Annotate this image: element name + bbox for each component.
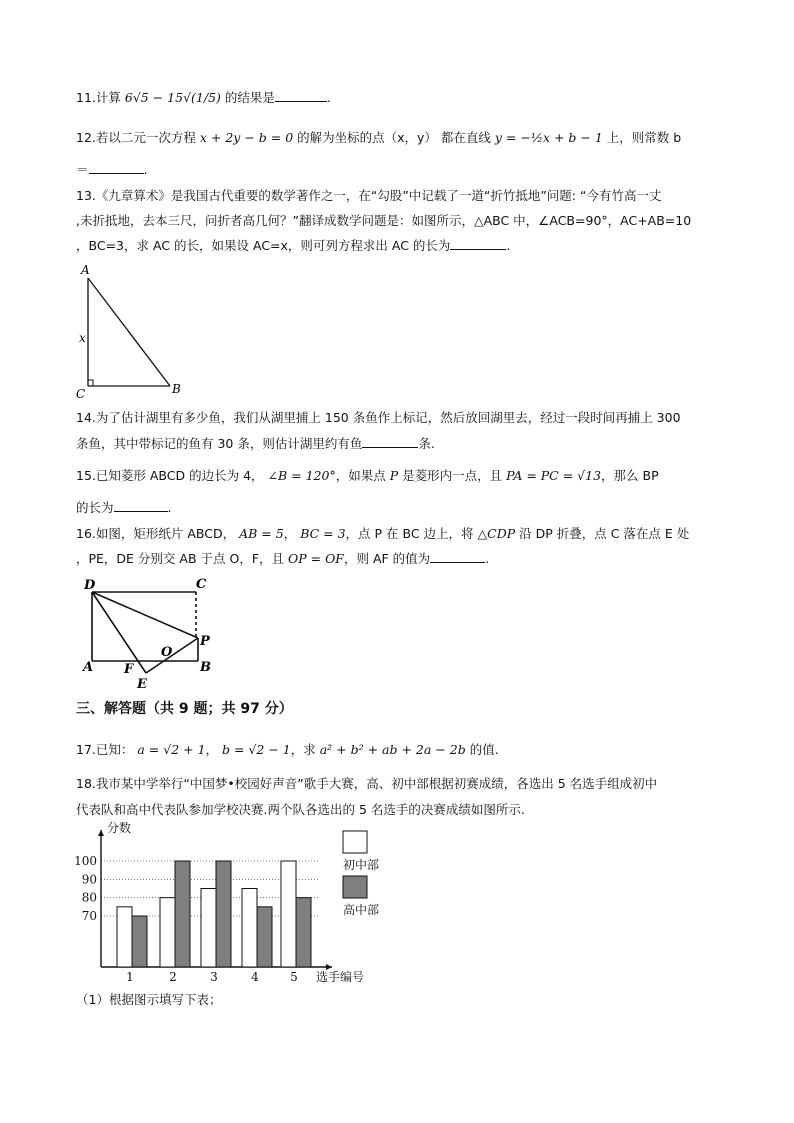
question-text: 我市某中学举行“中国梦•校园好声音”歌手大赛，高、初中部根据初赛成绩，各选出 5 名选手组成初中 (95, 776, 658, 791)
x-tick-label: 2 (169, 970, 177, 984)
question-text: 《九章算术》是我国古代重要的数学著作之一，在“勾股”中记载了一道“折竹抵地”问题: “今有竹高一丈 (95, 188, 662, 203)
point-label-d: D (84, 578, 96, 593)
question-text: 已知： (95, 742, 138, 757)
question-13 (76, 186, 661, 206)
question-text: ， (283, 526, 301, 541)
answer-blank[interactable] (430, 549, 485, 563)
y-axis-label: 分数 (107, 821, 132, 835)
question-text: . (485, 551, 490, 566)
question-text: 是菱形内一点，且 (398, 468, 507, 483)
legend-swatch (343, 831, 367, 853)
answer-blank[interactable] (89, 160, 144, 174)
math-point: P (389, 468, 399, 483)
x-tick-label: 1 (126, 970, 134, 984)
math-bc: BC = 3 (300, 526, 346, 541)
question-text: ，那么 BP (601, 468, 659, 483)
question-text: ，则 AF 的值为 (343, 551, 431, 566)
question-text: ，PE，DE 分别交 AB 于点 O，F，且 (76, 551, 288, 566)
question-number: 13. (76, 188, 96, 203)
question-text: 若以二元一次方程 (95, 130, 200, 145)
y-axis-arrow (98, 830, 104, 836)
answer-blank[interactable] (450, 236, 506, 250)
x-tick-label: 4 (251, 970, 259, 984)
math-b: b = √2 − 1 (222, 742, 291, 757)
question-number: 18. (76, 776, 96, 791)
question-text: ,未折抵地，去本三尺，问折者高几何？”翻译成数学问题是：如图所示，△ABC 中，∠ACB=90°，AC+AB=10 (76, 213, 692, 228)
question-16 (76, 524, 689, 544)
question-text: . (326, 90, 331, 105)
question-18-sub1 (76, 990, 221, 1010)
question-text: 上，则常数 b (602, 130, 682, 145)
math-expression: a² + b² + ab + 2a − 2b (319, 742, 466, 757)
question-12 (76, 128, 681, 148)
legend-label: 初中部 (343, 858, 380, 872)
point-label-a: A (83, 660, 94, 675)
section-heading: 三、解答题（共 9 题；共 97 分） (76, 701, 293, 717)
y-tick-label: 80 (81, 890, 97, 905)
math-angle: ∠B = 120° (267, 468, 336, 483)
math-op-of: OP = OF (287, 551, 344, 566)
score-bar-chart (70, 820, 400, 990)
question-number: 11. (76, 90, 96, 105)
question-17 (76, 740, 499, 760)
point-label-p: P (200, 634, 210, 649)
math-line: y = −½x + b − 1 (494, 130, 603, 145)
question-14-line2 (76, 434, 435, 454)
bar (175, 861, 190, 967)
question-18-line2 (76, 800, 525, 820)
bar (257, 907, 272, 967)
bar (160, 898, 175, 967)
question-text: 条. (418, 436, 435, 451)
vertex-label-b: B (172, 382, 181, 396)
math-a: a = √2 + 1 (137, 742, 206, 757)
question-text: 如图，矩形纸片 ABCD， (95, 526, 240, 541)
point-label-c: C (196, 577, 207, 592)
question-text: 计算 (95, 90, 125, 105)
question-11 (76, 88, 331, 108)
question-text: . (143, 162, 148, 177)
math-ab: AB = 5 (239, 526, 284, 541)
x-tick-label: 3 (210, 970, 218, 984)
side-label-x: x (79, 331, 86, 345)
bar (296, 898, 311, 967)
question-number: 16. (76, 526, 96, 541)
math-triangle: △CDP (477, 526, 516, 541)
question-text: ，点 P 在 BC 边上，将 (345, 526, 478, 541)
answer-blank[interactable] (114, 498, 168, 512)
math-equation: PA = PC = √13 (506, 468, 602, 483)
point-label-e: E (137, 677, 147, 692)
vertex-label-c: C (76, 387, 86, 401)
point-label-o: O (161, 645, 173, 660)
question-13-line2 (76, 211, 691, 231)
question-15-line2 (76, 498, 172, 518)
question-13-line3 (76, 236, 510, 256)
question-number: 14. (76, 410, 96, 425)
bar (201, 889, 216, 968)
question-text: ，BC=3，求 AC 的长，如果设 AC=x，则可列方程求出 AC 的长为 (76, 238, 451, 253)
y-tick-label: 100 (74, 854, 97, 868)
point-label-f: F (124, 662, 134, 677)
question-text: ＝ (76, 162, 89, 177)
y-tick-label: 90 (81, 872, 97, 887)
question-text: 为了估计湖里有多少鱼，我们从湖里捕上 150 条鱼作上标记，然后放回湖里去，经过一段时间再捕上 300 (95, 410, 681, 425)
question-text: 的解为坐标的点（x，y） 都在直线 (293, 130, 495, 145)
bar (216, 861, 231, 967)
bar (242, 889, 257, 968)
question-text: 的结果是 (220, 90, 275, 105)
vertex-label-a: A (81, 263, 90, 277)
question-text: ， (205, 742, 223, 757)
bar (117, 907, 132, 967)
question-text: . (506, 238, 511, 253)
y-tick-label: 70 (81, 909, 97, 923)
question-text: （1）根据图示填写下表； (76, 992, 222, 1007)
question-18 (76, 774, 657, 794)
bar (132, 916, 147, 967)
rectangle-fold-figure (80, 575, 230, 695)
question-text: 已知菱形 ABCD 的边长为 4， (95, 468, 268, 483)
triangle-figure (76, 262, 206, 402)
question-number: 15. (76, 468, 96, 483)
question-text: 代表队和高中代表队参加学校决赛.两个队各选出的 5 名选手的决赛成绩如图所示. (76, 802, 525, 817)
question-number: 17. (76, 742, 96, 757)
answer-blank[interactable] (275, 88, 327, 102)
question-text: 沿 DP 折叠，点 C 落在点 E 处 (515, 526, 690, 541)
x-axis-label: 选手编号 (316, 970, 365, 984)
question-text: . (167, 500, 172, 515)
bar (281, 861, 296, 967)
x-tick-label: 5 (290, 970, 298, 984)
question-text: 的值. (465, 742, 499, 757)
math-equation: x + 2y − b = 0 (199, 130, 294, 145)
question-12-line2 (76, 160, 148, 180)
question-text: ，如果点 (335, 468, 390, 483)
legend-swatch (343, 876, 367, 898)
question-14 (76, 408, 681, 428)
question-text: ，求 (290, 742, 320, 757)
legend-label: 高中部 (343, 903, 380, 917)
question-text: 的长为 (76, 500, 114, 515)
question-text: 条鱼，其中带标记的鱼有 30 条，则估计湖里约有鱼 (76, 436, 363, 451)
answer-blank[interactable] (362, 434, 418, 448)
question-16-line2 (76, 549, 489, 569)
question-15 (76, 466, 659, 486)
math-expression: 6√5 − 15√(1/5) (124, 90, 221, 105)
question-number: 12. (76, 130, 96, 145)
point-label-b: B (200, 660, 211, 675)
